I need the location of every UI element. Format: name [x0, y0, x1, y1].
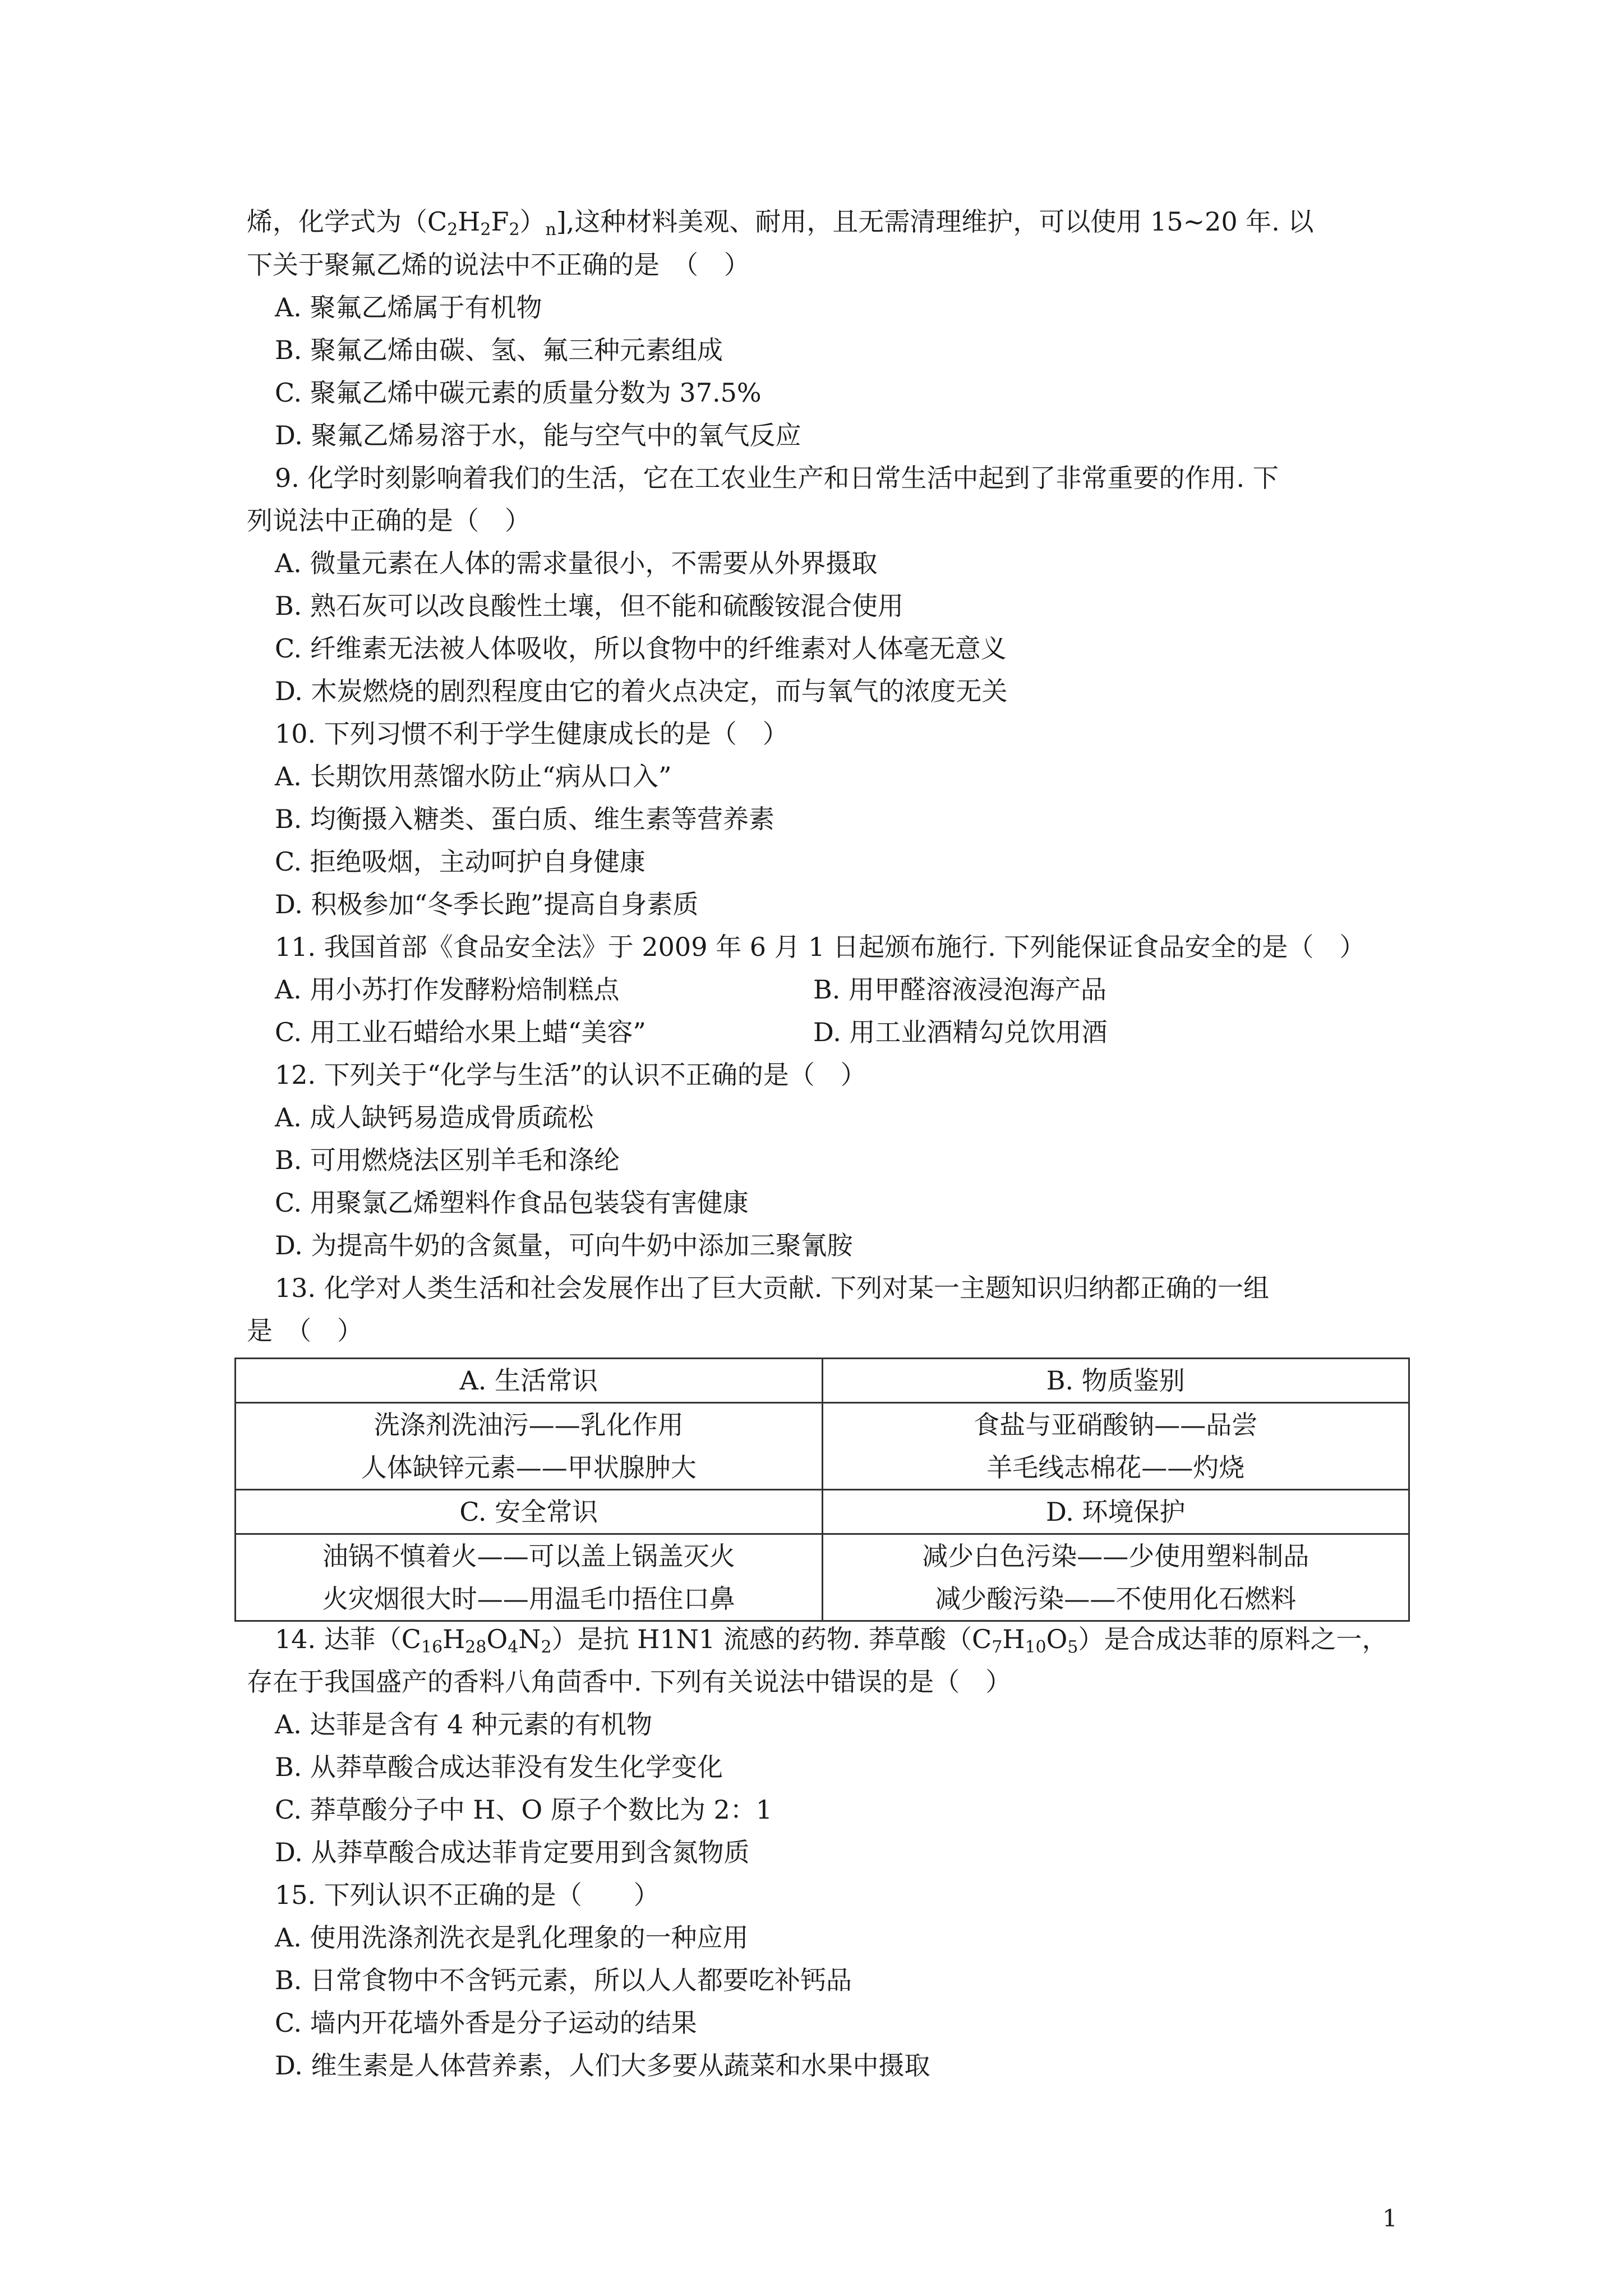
q8-option-d: D. 聚氟乙烯易溶于水，能与空气中的氧气反应: [275, 420, 801, 450]
q11-option-a: A. 用小苏打作发酵粉焙制糕点: [275, 974, 620, 1005]
q10-option-d: D. 积极参加“冬季长跑”提高自身素质: [275, 889, 699, 919]
table-cell-line: 人体缺锌元素——甲状腺肿大: [361, 1452, 697, 1483]
table-cell-line: 减少酸污染——不使用化石燃料: [935, 1584, 1297, 1614]
subscript: 2: [447, 220, 458, 240]
q8-text: F: [491, 206, 509, 237]
subscript: 4: [508, 1637, 519, 1657]
q15-option-c: C. 墙内开花墙外香是分子运动的结果: [275, 2008, 697, 2038]
q12-option-b: B. 可用燃烧法区别羊毛和涤纶: [275, 1145, 620, 1175]
subscript: 5: [1067, 1637, 1078, 1657]
q9-option-a: A. 微量元素在人体的需求量很小，不需要从外界摄取: [275, 548, 878, 578]
q15-option-b: B. 日常食物中不含钙元素，所以人人都要吃补钙品: [275, 1965, 852, 1995]
table-header-b: B. 物质鉴别: [822, 1359, 1409, 1403]
q8-line-2: 下关于聚氟乙烯的说法中不正确的是 （ ）: [247, 250, 750, 280]
table-cell-b: [822, 1403, 1409, 1490]
subscript: 2: [541, 1637, 552, 1657]
q14-text: ）是合成达菲的原料之一，: [1078, 1624, 1388, 1654]
q8-option-c: C. 聚氟乙烯中碳元素的质量分数为 37.5%: [275, 378, 762, 408]
q8-option-b: B. 聚氟乙烯由碳、氢、氟三种元素组成: [275, 335, 723, 365]
table-cell-line: 洗涤剂洗油污——乳化作用: [374, 1410, 684, 1440]
q15-option-a: A. 使用洗涤剂洗衣是乳化理象的一种应用: [275, 1922, 749, 1953]
table-header-a: A. 生活常识: [236, 1359, 823, 1403]
q14-stem-1: [275, 1622, 1387, 1656]
subscript: 2: [480, 220, 491, 240]
q9-option-c: C. 纤维素无法被人体吸收，所以食物中的纤维素对人体毫无意义: [275, 633, 1007, 664]
q13-stem-2: 是 （ ）: [247, 1315, 363, 1346]
table-cell-line: 火灾烟很大时——用温毛巾捂住口鼻: [322, 1584, 735, 1614]
subscript: n: [545, 220, 556, 240]
q13-stem-1: 13. 化学对人类生活和社会发展作出了巨大贡献. 下列对某一主题知识归纳都正确的一组: [275, 1273, 1270, 1303]
q14-option-b: B. 从莽草酸合成达菲没有发生化学变化: [275, 1752, 723, 1782]
table-cell-line: 羊毛线志棉花——灼烧: [986, 1452, 1245, 1483]
q14-option-a: A. 达菲是含有 4 种元素的有机物: [275, 1709, 652, 1740]
q11-option-d: D. 用工业酒精勾兑饮用酒: [813, 1017, 1108, 1047]
q8-text: H: [458, 206, 481, 237]
table-cell-d: [822, 1534, 1409, 1621]
q12-option-a: A. 成人缺钙易造成骨质疏松: [275, 1102, 594, 1133]
q14-text: 14. 达菲（C: [275, 1624, 421, 1654]
q12-option-d: D. 为提高牛奶的含氮量，可向牛奶中添加三聚氰胺: [275, 1230, 853, 1260]
q15-stem: 15. 下列认识不正确的是（ ）: [275, 1880, 660, 1910]
q15-option-d: D. 维生素是人体营养素，人们大多要从蔬菜和水果中摄取: [275, 2050, 930, 2081]
q13-table: [234, 1358, 1410, 1622]
table-cell-a: [236, 1403, 823, 1490]
subscript: 10: [1025, 1637, 1046, 1657]
q14-option-c: C. 莽草酸分子中 H、O 原子个数比为 2：1: [275, 1795, 773, 1825]
q11-option-c: C. 用工业石蜡给水果上蜡“美容”: [275, 1017, 646, 1047]
q12-option-c: C. 用聚氯乙烯塑料作食品包装袋有害健康: [275, 1188, 749, 1218]
q12-stem: 12. 下列关于“化学与生活”的认识不正确的是（ ）: [275, 1060, 866, 1090]
q14-text: H: [1002, 1624, 1025, 1654]
q9-option-b: B. 熟石灰可以改良酸性土壤，但不能和硫酸铵混合使用: [275, 591, 904, 621]
q14-text: N: [518, 1624, 541, 1654]
table-cell-line: 食盐与亚硝酸钠——品尝: [974, 1410, 1258, 1440]
table-header-d: D. 环境保护: [822, 1490, 1409, 1534]
q9-option-d: D. 木炭燃烧的剧烈程度由它的着火点决定，而与氧气的浓度无关: [275, 676, 1008, 706]
q14-stem-2: 存在于我国盛产的香料八角茴香中. 下列有关说法中错误的是（ ）: [247, 1667, 1012, 1697]
q9-stem-1: 9. 化学时刻影响着我们的生活，它在工农业生产和日常生活中起到了非常重要的作用. 下: [275, 463, 1279, 493]
q9-stem-2: 列说法中正确的是（ ）: [247, 505, 531, 536]
q10-stem: 10. 下列习惯不利于学生健康成长的是（ ）: [275, 719, 789, 749]
table-cell-c: [236, 1534, 823, 1621]
subscript: 16: [421, 1637, 443, 1657]
q11-stem: 11. 我国首部《食品安全法》于 2009 年 6 月 1 日起颁布施行. 下列能保证食品安全的是（ ）: [275, 932, 1366, 962]
q10-option-b: B. 均衡摄入糖类、蛋白质、维生素等营养素: [275, 804, 775, 834]
q8-option-a: A. 聚氟乙烯属于有机物: [275, 292, 542, 323]
page-number: 1: [1382, 2205, 1398, 2232]
q8-line-1: [247, 205, 1314, 238]
q10-option-a: A. 长期饮用蒸馏水防止“病从口入”: [275, 761, 672, 792]
q14-text: O: [486, 1624, 508, 1654]
subscript: 7: [992, 1637, 1003, 1657]
table-header-c: C. 安全常识: [236, 1490, 823, 1534]
q14-option-d: D. 从莽草酸合成达菲肯定要用到含氮物质: [275, 1837, 750, 1867]
q14-text: H: [442, 1624, 465, 1654]
table-cell-line: 减少白色污染——少使用塑料制品: [922, 1541, 1310, 1571]
q10-option-c: C. 拒绝吸烟，主动呵护自身健康: [275, 846, 645, 877]
q14-text: O: [1046, 1624, 1068, 1654]
subscript: 2: [509, 220, 520, 240]
q11-option-b: B. 用甲醛溶液浸泡海产品: [813, 974, 1107, 1005]
subscript: 28: [465, 1637, 487, 1657]
q8-text: ）: [519, 206, 546, 237]
table-cell-line: 油锅不慎着火——可以盖上锅盖灭火: [322, 1541, 735, 1571]
q14-text: ）是抗 H1N1 流感的药物. 莽草酸（C: [551, 1624, 992, 1654]
q8-text: ],这种材料美观、耐用，且无需清理维护，可以使用 15~20 年. 以: [556, 206, 1314, 237]
q8-text: 烯，化学式为（C: [247, 206, 448, 237]
